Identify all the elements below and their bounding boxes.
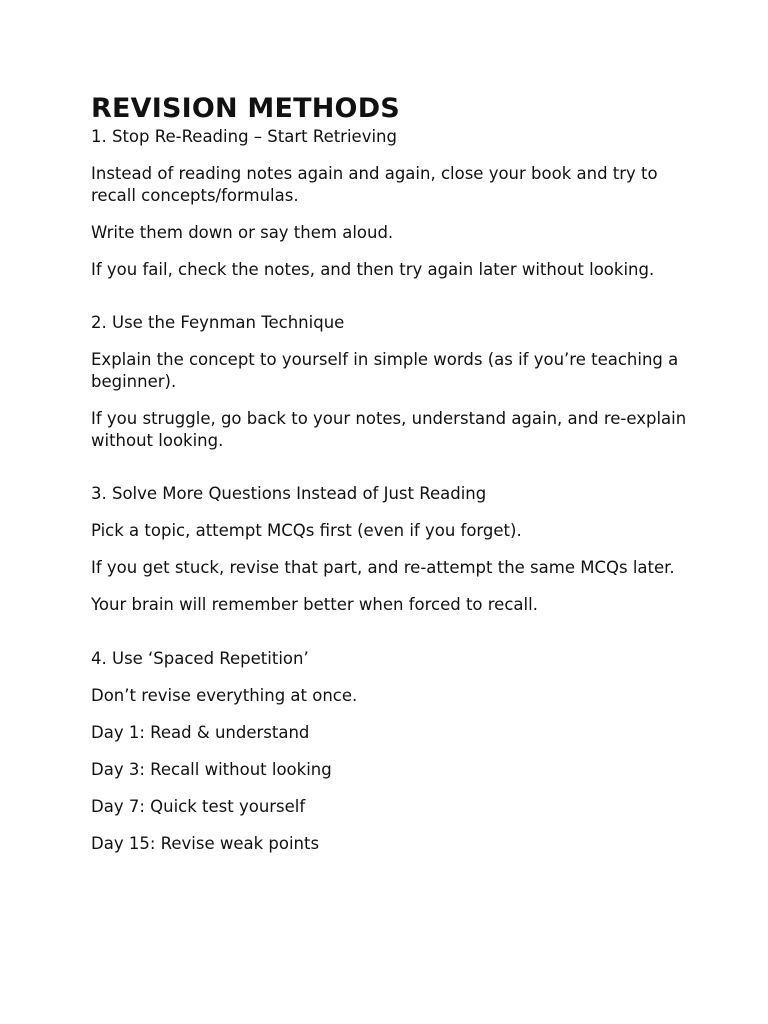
section-heading: 4. Use ‘Spaced Repetition’ bbox=[91, 649, 309, 668]
section-3 bbox=[91, 483, 691, 616]
paragraph: If you get stuck, revise that part, and re-attempt the same MCQs later. bbox=[91, 558, 675, 577]
paragraph: Day 3: Recall without looking bbox=[91, 760, 332, 779]
paragraph: Instead of reading notes again and again, close your book and try to recall concepts/formulas. bbox=[91, 164, 658, 205]
paragraph: Explain the concept to yourself in simple words (as if you’re teaching a beginner). bbox=[91, 350, 679, 391]
section-heading: 1. Stop Re-Reading – Start Retrieving bbox=[91, 127, 397, 146]
section-4 bbox=[91, 648, 691, 855]
paragraph: If you fail, check the notes, and then try again later without looking. bbox=[91, 260, 655, 279]
document-title: REVISION METHODS bbox=[91, 93, 400, 124]
document-page bbox=[91, 92, 691, 855]
section-heading: 2. Use the Feynman Technique bbox=[91, 313, 345, 332]
section-heading: 3. Solve More Questions Instead of Just Reading bbox=[91, 484, 487, 503]
section-2 bbox=[91, 312, 691, 452]
paragraph: Don’t revise everything at once. bbox=[91, 686, 358, 705]
paragraph: Day 7: Quick test yourself bbox=[91, 797, 306, 816]
section-1 bbox=[91, 126, 691, 281]
paragraph: Day 1: Read & understand bbox=[91, 723, 310, 742]
paragraph: If you struggle, go back to your notes, understand again, and re-explain without looking. bbox=[91, 409, 687, 450]
paragraph: Your brain will remember better when forced to recall. bbox=[91, 595, 538, 614]
paragraph: Write them down or say them aloud. bbox=[91, 223, 394, 242]
paragraph: Day 15: Revise weak points bbox=[91, 834, 320, 853]
paragraph: Pick a topic, attempt MCQs first (even if you forget). bbox=[91, 521, 522, 540]
